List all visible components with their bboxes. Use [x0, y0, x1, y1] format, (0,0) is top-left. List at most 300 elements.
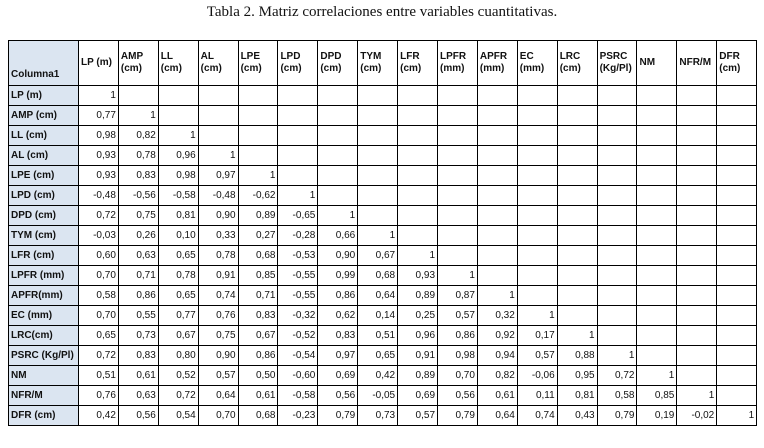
row-label: AMP (cm) — [9, 106, 79, 126]
table-row — [9, 166, 757, 186]
row-label: LP (m) — [9, 86, 79, 106]
table-row — [9, 246, 757, 266]
matrix-cell — [677, 346, 717, 366]
matrix-cell: 0,61 — [238, 386, 278, 406]
matrix-cell — [398, 186, 438, 206]
matrix-cell — [717, 286, 757, 306]
matrix-cell: 0,56 — [118, 406, 158, 426]
matrix-cell — [597, 226, 637, 246]
matrix-cell: 0,74 — [198, 286, 238, 306]
matrix-cell — [637, 226, 677, 246]
matrix-cell — [597, 126, 637, 146]
matrix-cell — [517, 286, 557, 306]
matrix-cell — [238, 106, 278, 126]
matrix-cell — [717, 366, 757, 386]
matrix-cell — [438, 186, 478, 206]
matrix-cell — [517, 126, 557, 146]
matrix-cell: 0,68 — [238, 406, 278, 426]
matrix-cell: 0,58 — [79, 286, 119, 306]
matrix-cell — [677, 306, 717, 326]
matrix-cell: 0,25 — [398, 306, 438, 326]
matrix-cell: 0,97 — [198, 166, 238, 186]
table-row — [9, 186, 757, 206]
matrix-cell: 0,90 — [198, 346, 238, 366]
column-header: APFR (mm) — [477, 41, 517, 86]
matrix-cell: 0,90 — [198, 206, 238, 226]
matrix-cell — [517, 246, 557, 266]
matrix-cell — [557, 166, 597, 186]
matrix-cell — [557, 206, 597, 226]
matrix-cell: 0,89 — [238, 206, 278, 226]
row-label: PSRC (Kg/Pl) — [9, 346, 79, 366]
matrix-cell — [677, 266, 717, 286]
matrix-cell — [438, 86, 478, 106]
matrix-cell — [278, 106, 318, 126]
matrix-cell: 0,87 — [438, 286, 478, 306]
matrix-cell — [717, 326, 757, 346]
matrix-cell — [358, 126, 398, 146]
matrix-cell: -0,32 — [278, 306, 318, 326]
matrix-cell — [517, 106, 557, 126]
matrix-cell — [677, 286, 717, 306]
column-header: LP (m) — [79, 41, 119, 86]
matrix-cell — [438, 226, 478, 246]
matrix-cell — [597, 206, 637, 226]
matrix-cell — [597, 266, 637, 286]
matrix-cell: 0,51 — [79, 366, 119, 386]
matrix-cell — [557, 306, 597, 326]
matrix-cell: 1 — [438, 266, 478, 286]
table-row — [9, 86, 757, 106]
matrix-cell: 0,54 — [158, 406, 198, 426]
matrix-cell: 0,67 — [158, 326, 198, 346]
matrix-cell — [438, 126, 478, 146]
matrix-cell: -0,23 — [278, 406, 318, 426]
matrix-cell — [597, 146, 637, 166]
matrix-cell: 0,98 — [79, 126, 119, 146]
matrix-cell — [398, 126, 438, 146]
matrix-cell: 0,60 — [79, 246, 119, 266]
matrix-cell: -0,53 — [278, 246, 318, 266]
matrix-cell — [358, 106, 398, 126]
matrix-cell — [477, 86, 517, 106]
matrix-cell — [597, 186, 637, 206]
matrix-cell: -0,52 — [278, 326, 318, 346]
matrix-cell: -0,02 — [677, 406, 717, 426]
column-header: LRC (cm) — [557, 41, 597, 86]
matrix-cell — [278, 166, 318, 186]
matrix-cell — [637, 186, 677, 206]
row-label: LPE (cm) — [9, 166, 79, 186]
matrix-cell — [318, 166, 358, 186]
matrix-cell — [318, 106, 358, 126]
matrix-cell — [278, 146, 318, 166]
matrix-cell: 0,86 — [438, 326, 478, 346]
table-row — [9, 306, 757, 326]
matrix-cell — [597, 86, 637, 106]
matrix-cell: -0,65 — [278, 206, 318, 226]
matrix-cell — [118, 86, 158, 106]
matrix-cell — [637, 106, 677, 126]
matrix-cell — [717, 106, 757, 126]
matrix-cell: 0,72 — [79, 206, 119, 226]
matrix-cell — [677, 186, 717, 206]
column-header: LPE (cm) — [238, 41, 278, 86]
matrix-cell — [637, 206, 677, 226]
matrix-cell — [158, 86, 198, 106]
header-row — [9, 41, 757, 86]
matrix-cell — [477, 106, 517, 126]
matrix-cell — [477, 126, 517, 146]
matrix-cell: 0,67 — [358, 246, 398, 266]
matrix-cell: 1 — [198, 146, 238, 166]
matrix-cell — [597, 166, 637, 186]
matrix-cell: 1 — [358, 226, 398, 246]
row-label: NFR/M — [9, 386, 79, 406]
column-header: LPD (cm) — [278, 41, 318, 86]
matrix-cell: 1 — [517, 306, 557, 326]
matrix-cell — [238, 146, 278, 166]
matrix-cell: 1 — [677, 386, 717, 406]
matrix-cell — [717, 146, 757, 166]
matrix-cell: 0,56 — [318, 386, 358, 406]
matrix-cell — [557, 286, 597, 306]
matrix-body — [9, 86, 757, 426]
row-label: LPFR (mm) — [9, 266, 79, 286]
matrix-cell: 0,91 — [198, 266, 238, 286]
matrix-cell: 0,65 — [79, 326, 119, 346]
matrix-cell: 0,77 — [79, 106, 119, 126]
matrix-cell — [517, 166, 557, 186]
matrix-cell: 0,79 — [597, 406, 637, 426]
matrix-cell: 0,74 — [517, 406, 557, 426]
matrix-cell: -0,48 — [79, 186, 119, 206]
matrix-cell — [477, 166, 517, 186]
matrix-cell — [597, 106, 637, 126]
table-row — [9, 386, 757, 406]
matrix-cell: 0,56 — [438, 386, 478, 406]
matrix-cell: 0,64 — [198, 386, 238, 406]
matrix-cell: 0,11 — [517, 386, 557, 406]
matrix-cell — [677, 246, 717, 266]
matrix-cell: 0,81 — [557, 386, 597, 406]
matrix-cell: 0,71 — [238, 286, 278, 306]
matrix-cell: -0,58 — [278, 386, 318, 406]
corner-header: Columna1 — [9, 41, 79, 86]
table-row — [9, 126, 757, 146]
matrix-cell — [597, 306, 637, 326]
matrix-cell: 0,14 — [358, 306, 398, 326]
matrix-cell: 0,70 — [79, 306, 119, 326]
table-row — [9, 106, 757, 126]
matrix-cell: 0,92 — [477, 326, 517, 346]
column-header: NFR/M — [677, 41, 717, 86]
matrix-cell — [637, 266, 677, 286]
matrix-cell: 0,82 — [118, 126, 158, 146]
matrix-cell: 0,93 — [79, 166, 119, 186]
matrix-cell: 0,72 — [158, 386, 198, 406]
matrix-cell: 0,65 — [158, 286, 198, 306]
matrix-cell: -0,55 — [278, 286, 318, 306]
column-header: DFR (cm) — [717, 41, 757, 86]
matrix-cell — [517, 146, 557, 166]
matrix-cell: 0,57 — [398, 406, 438, 426]
matrix-cell — [318, 186, 358, 206]
table-row — [9, 206, 757, 226]
matrix-cell: -0,06 — [517, 366, 557, 386]
matrix-cell: 0,10 — [158, 226, 198, 246]
matrix-cell: 0,63 — [118, 246, 158, 266]
matrix-cell: 0,42 — [358, 366, 398, 386]
table-row — [9, 266, 757, 286]
matrix-cell — [557, 266, 597, 286]
matrix-cell: 1 — [158, 126, 198, 146]
matrix-cell — [477, 226, 517, 246]
matrix-cell — [398, 106, 438, 126]
matrix-cell — [597, 326, 637, 346]
column-header: AMP (cm) — [118, 41, 158, 86]
matrix-cell: 0,81 — [158, 206, 198, 226]
matrix-cell: 0,64 — [477, 406, 517, 426]
matrix-cell — [717, 306, 757, 326]
matrix-cell: -0,56 — [118, 186, 158, 206]
matrix-cell — [717, 246, 757, 266]
table-row — [9, 146, 757, 166]
matrix-cell — [318, 146, 358, 166]
matrix-cell: 0,86 — [318, 286, 358, 306]
matrix-cell: 0,98 — [438, 346, 478, 366]
matrix-cell — [358, 146, 398, 166]
matrix-cell — [677, 106, 717, 126]
matrix-cell: 0,57 — [198, 366, 238, 386]
matrix-cell — [198, 86, 238, 106]
matrix-cell: 0,66 — [318, 226, 358, 246]
matrix-cell — [517, 206, 557, 226]
matrix-cell: 0,93 — [79, 146, 119, 166]
matrix-cell — [158, 106, 198, 126]
row-label: LL (cm) — [9, 126, 79, 146]
matrix-cell — [717, 186, 757, 206]
matrix-cell — [557, 186, 597, 206]
matrix-cell: 0,83 — [238, 306, 278, 326]
table-row — [9, 326, 757, 346]
row-label: NM — [9, 366, 79, 386]
matrix-cell: -0,05 — [358, 386, 398, 406]
matrix-cell: 0,70 — [79, 266, 119, 286]
matrix-cell: 0,86 — [238, 346, 278, 366]
matrix-cell: 0,63 — [118, 386, 158, 406]
column-header: LFR (cm) — [398, 41, 438, 86]
matrix-cell: 1 — [557, 326, 597, 346]
row-label: LRC(cm) — [9, 326, 79, 346]
matrix-cell: 0,26 — [118, 226, 158, 246]
row-label: DPD (cm) — [9, 206, 79, 226]
matrix-cell: 0,93 — [398, 266, 438, 286]
matrix-cell: 0,72 — [79, 346, 119, 366]
matrix-cell: 0,97 — [318, 346, 358, 366]
matrix-cell — [477, 146, 517, 166]
matrix-cell — [677, 226, 717, 246]
matrix-cell: 1 — [597, 346, 637, 366]
matrix-cell: 0,78 — [118, 146, 158, 166]
matrix-cell — [398, 226, 438, 246]
matrix-cell — [677, 146, 717, 166]
matrix-cell — [477, 206, 517, 226]
matrix-cell: 1 — [398, 246, 438, 266]
matrix-cell: 0,65 — [158, 246, 198, 266]
matrix-cell — [198, 106, 238, 126]
matrix-cell — [717, 266, 757, 286]
matrix-cell: 0,70 — [438, 366, 478, 386]
matrix-cell: 0,67 — [238, 326, 278, 346]
matrix-cell: 0,80 — [158, 346, 198, 366]
matrix-cell — [398, 166, 438, 186]
matrix-cell: -0,60 — [278, 366, 318, 386]
row-label: APFR(mm) — [9, 286, 79, 306]
matrix-cell — [438, 166, 478, 186]
matrix-cell: 0,32 — [477, 306, 517, 326]
matrix-cell — [677, 366, 717, 386]
matrix-cell — [637, 86, 677, 106]
matrix-cell — [717, 386, 757, 406]
table-row — [9, 366, 757, 386]
matrix-cell — [238, 86, 278, 106]
matrix-cell — [557, 86, 597, 106]
matrix-cell: 0,78 — [198, 246, 238, 266]
matrix-cell: 1 — [717, 406, 757, 426]
column-header: DPD (cm) — [318, 41, 358, 86]
column-header: NM — [637, 41, 677, 86]
matrix-cell: 0,33 — [198, 226, 238, 246]
matrix-cell: 0,76 — [198, 306, 238, 326]
matrix-cell — [717, 346, 757, 366]
matrix-cell — [198, 126, 238, 146]
matrix-cell — [398, 206, 438, 226]
matrix-cell — [517, 86, 557, 106]
matrix-cell: 0,68 — [358, 266, 398, 286]
matrix-cell — [278, 126, 318, 146]
matrix-cell: 0,76 — [79, 386, 119, 406]
matrix-cell: 0,27 — [238, 226, 278, 246]
matrix-cell — [677, 126, 717, 146]
matrix-cell — [398, 86, 438, 106]
matrix-cell — [637, 126, 677, 146]
matrix-cell — [318, 126, 358, 146]
matrix-cell — [637, 146, 677, 166]
matrix-cell: 0,51 — [358, 326, 398, 346]
matrix-cell: 0,86 — [118, 286, 158, 306]
matrix-cell: 0,73 — [118, 326, 158, 346]
matrix-cell — [438, 106, 478, 126]
matrix-cell — [637, 326, 677, 346]
matrix-cell — [637, 306, 677, 326]
matrix-cell — [438, 206, 478, 226]
matrix-cell: 0,50 — [238, 366, 278, 386]
matrix-cell: 0,68 — [238, 246, 278, 266]
matrix-cell: 0,42 — [79, 406, 119, 426]
matrix-cell: 0,96 — [158, 146, 198, 166]
matrix-cell — [358, 86, 398, 106]
matrix-cell: 1 — [79, 86, 119, 106]
matrix-cell: 0,65 — [358, 346, 398, 366]
matrix-cell: 1 — [278, 186, 318, 206]
matrix-cell — [557, 106, 597, 126]
matrix-cell — [677, 326, 717, 346]
matrix-cell: 0,90 — [318, 246, 358, 266]
matrix-cell — [637, 246, 677, 266]
matrix-cell: 0,57 — [438, 306, 478, 326]
matrix-cell: 0,19 — [637, 406, 677, 426]
matrix-cell: 1 — [318, 206, 358, 226]
matrix-cell — [717, 126, 757, 146]
matrix-cell: 0,79 — [318, 406, 358, 426]
matrix-cell — [597, 286, 637, 306]
matrix-cell — [637, 286, 677, 306]
row-label: TYM (cm) — [9, 226, 79, 246]
matrix-cell — [477, 186, 517, 206]
table-row — [9, 286, 757, 306]
matrix-cell: 0,61 — [477, 386, 517, 406]
matrix-cell: 1 — [477, 286, 517, 306]
matrix-cell: 0,61 — [118, 366, 158, 386]
matrix-cell: -0,03 — [79, 226, 119, 246]
matrix-cell: 0,77 — [158, 306, 198, 326]
matrix-cell: -0,58 — [158, 186, 198, 206]
table-row — [9, 226, 757, 246]
matrix-cell — [278, 86, 318, 106]
matrix-cell: 0,71 — [118, 266, 158, 286]
matrix-cell: 0,57 — [517, 346, 557, 366]
matrix-cell — [717, 206, 757, 226]
matrix-cell — [717, 226, 757, 246]
matrix-cell — [477, 246, 517, 266]
matrix-cell — [477, 266, 517, 286]
row-label: LPD (cm) — [9, 186, 79, 206]
matrix-cell: -0,55 — [278, 266, 318, 286]
matrix-cell — [557, 126, 597, 146]
matrix-cell: 0,99 — [318, 266, 358, 286]
matrix-cell: 0,96 — [398, 326, 438, 346]
matrix-cell — [238, 126, 278, 146]
column-header: AL (cm) — [198, 41, 238, 86]
matrix-cell: 0,83 — [118, 166, 158, 186]
matrix-cell: 0,73 — [358, 406, 398, 426]
matrix-cell: 0,58 — [597, 386, 637, 406]
row-label: AL (cm) — [9, 146, 79, 166]
matrix-cell — [677, 206, 717, 226]
correlation-matrix-table — [8, 40, 757, 426]
table-row — [9, 406, 757, 426]
matrix-cell: 0,83 — [118, 346, 158, 366]
matrix-cell: 0,69 — [398, 386, 438, 406]
matrix-cell — [438, 146, 478, 166]
matrix-cell: 0,89 — [398, 286, 438, 306]
matrix-cell — [318, 86, 358, 106]
matrix-cell: 1 — [637, 366, 677, 386]
matrix-cell — [677, 86, 717, 106]
matrix-cell — [597, 246, 637, 266]
matrix-cell: 0,98 — [158, 166, 198, 186]
matrix-cell — [677, 166, 717, 186]
matrix-cell: -0,28 — [278, 226, 318, 246]
table-caption: Tabla 2. Matriz correlaciones entre variables cuantitativas. — [206, 4, 558, 20]
row-label: EC (mm) — [9, 306, 79, 326]
matrix-cell: 0,83 — [318, 326, 358, 346]
matrix-cell — [517, 186, 557, 206]
matrix-cell — [637, 166, 677, 186]
row-label: LFR (cm) — [9, 246, 79, 266]
matrix-cell — [398, 146, 438, 166]
